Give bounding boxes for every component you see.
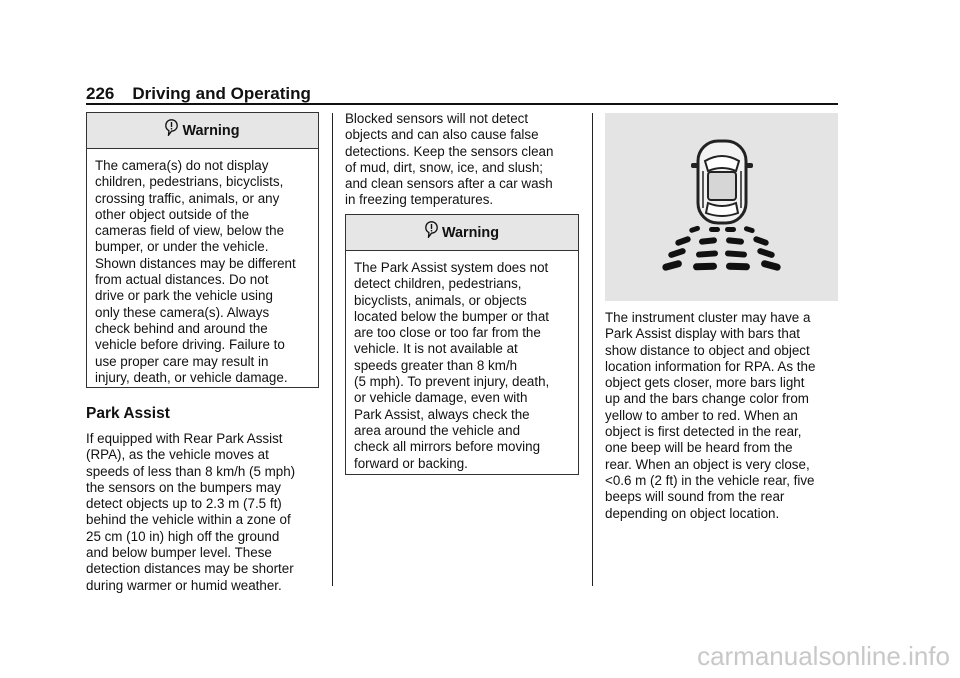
text-line: only these camera(s). Always bbox=[95, 304, 270, 320]
text-line: (RPA), as the vehicle moves at bbox=[86, 447, 269, 463]
text-line: object gets closer, more bars light bbox=[605, 375, 805, 391]
text-line: depending on object location. bbox=[605, 505, 780, 521]
text-line: beeps will sound from the rear bbox=[605, 489, 785, 505]
text-line: detect objects up to 2.3 m (7.5 ft) bbox=[86, 496, 282, 512]
text-line: object is first detected in the rear, bbox=[605, 424, 802, 440]
car-with-sensor-bars-icon bbox=[605, 113, 838, 301]
text-line: crossing traffic, animals, or any bbox=[95, 190, 280, 206]
warning-box-camera bbox=[86, 112, 319, 388]
text-line: the sensors on the bumpers may bbox=[86, 479, 282, 495]
header-rule bbox=[86, 103, 838, 105]
text-line: The Park Assist system does not bbox=[354, 260, 549, 275]
text-line: location information for RPA. As the bbox=[605, 358, 816, 374]
warning-title: Warning bbox=[441, 224, 500, 241]
text-line: in freezing temperatures. bbox=[345, 192, 494, 208]
text-line: objects and can also cause false bbox=[345, 127, 539, 143]
section-title: Driving and Operating bbox=[132, 84, 311, 103]
text-line: speeds of less than 8 km/h (5 mph) bbox=[86, 463, 296, 479]
text-line: behind the vehicle within a zone of bbox=[86, 512, 291, 528]
text-line: Blocked sensors will not detect bbox=[345, 111, 529, 126]
text-line: use proper care may result in bbox=[95, 353, 269, 369]
text-line: speeds greater than 8 km/h bbox=[354, 357, 518, 373]
text-line: children, pedestrians, bicyclists, bbox=[95, 174, 284, 190]
text-line: The instrument cluster may have a bbox=[605, 310, 811, 325]
watermark: carmanualsonline.info bbox=[697, 641, 950, 671]
text-line: one beep will be heard from the bbox=[605, 440, 793, 456]
instrument-cluster-text bbox=[605, 310, 845, 522]
blocked-sensors-text bbox=[345, 111, 585, 209]
park-assist-text bbox=[86, 431, 326, 594]
text-line: Park Assist, always check the bbox=[354, 406, 530, 422]
text-line: and clean sensors after a car wash bbox=[345, 176, 553, 192]
text-line: during warmer or humid weather. bbox=[86, 577, 282, 593]
text-line: vehicle before driving. Failure to bbox=[95, 337, 285, 353]
text-line: and below bumper level. These bbox=[86, 545, 272, 561]
text-line: vehicle. It is not available at bbox=[354, 341, 518, 357]
text-line: from actual distances. Do not bbox=[95, 272, 269, 288]
text-line: located below the bumper or that bbox=[354, 308, 550, 324]
text-line: <0.6 m (2 ft) in the vehicle rear, five bbox=[605, 472, 815, 488]
text-line: area around the vehicle and bbox=[354, 422, 521, 438]
text-line: check all mirrors before moving bbox=[354, 439, 541, 455]
text-line: Park Assist display with bars that bbox=[605, 326, 800, 342]
text-line: The camera(s) do not display bbox=[95, 158, 269, 173]
warning-icon bbox=[425, 221, 438, 242]
text-line: yellow to amber to red. When an bbox=[605, 407, 798, 423]
text-line: 25 cm (10 in) high off the ground bbox=[86, 528, 280, 544]
warning-header bbox=[87, 113, 318, 149]
text-line: drive or park the vehicle using bbox=[95, 288, 273, 304]
text-line: rear. When an object is very close, bbox=[605, 456, 810, 472]
warning-header bbox=[346, 215, 578, 251]
text-line: of mud, dirt, snow, ice, and slush; bbox=[345, 159, 543, 175]
text-line: are too close or too far from the bbox=[354, 325, 541, 341]
text-line: detections. Keep the sensors clean bbox=[345, 143, 554, 159]
column-divider-1 bbox=[332, 113, 333, 586]
text-line: show distance to object and object bbox=[605, 342, 810, 358]
text-line: other object outside of the bbox=[95, 206, 250, 222]
text-line: forward or backing. bbox=[354, 455, 468, 471]
warning-body bbox=[87, 149, 318, 386]
warning-box-park-assist bbox=[345, 214, 579, 475]
text-line: check behind and around the bbox=[95, 320, 268, 336]
text-line: cameras field of view, below the bbox=[95, 223, 285, 239]
text-line: If equipped with Rear Park Assist bbox=[86, 431, 283, 446]
text-line: bicyclists, animals, or objects bbox=[354, 292, 527, 308]
text-line: detect children, pedestrians, bbox=[354, 276, 522, 292]
park-assist-heading: Park Assist bbox=[86, 405, 170, 422]
warning-icon bbox=[165, 119, 178, 140]
warning-body bbox=[346, 251, 578, 472]
text-line: or vehicle damage, even with bbox=[354, 390, 528, 406]
text-line: Shown distances may be different bbox=[95, 255, 296, 271]
park-assist-display-illustration bbox=[605, 113, 838, 301]
warning-title: Warning bbox=[182, 122, 240, 139]
text-line: (5 mph). To prevent injury, death, bbox=[354, 374, 550, 390]
text-line: injury, death, or vehicle damage. bbox=[95, 369, 288, 385]
page-number: 226 bbox=[86, 84, 115, 103]
text-line: detection distances may be shorter bbox=[86, 561, 294, 577]
text-line: up and the bars change color from bbox=[605, 391, 809, 407]
column-divider-2 bbox=[592, 113, 593, 586]
page-header bbox=[86, 84, 311, 104]
text-line: bumper, or under the vehicle. bbox=[95, 239, 269, 255]
